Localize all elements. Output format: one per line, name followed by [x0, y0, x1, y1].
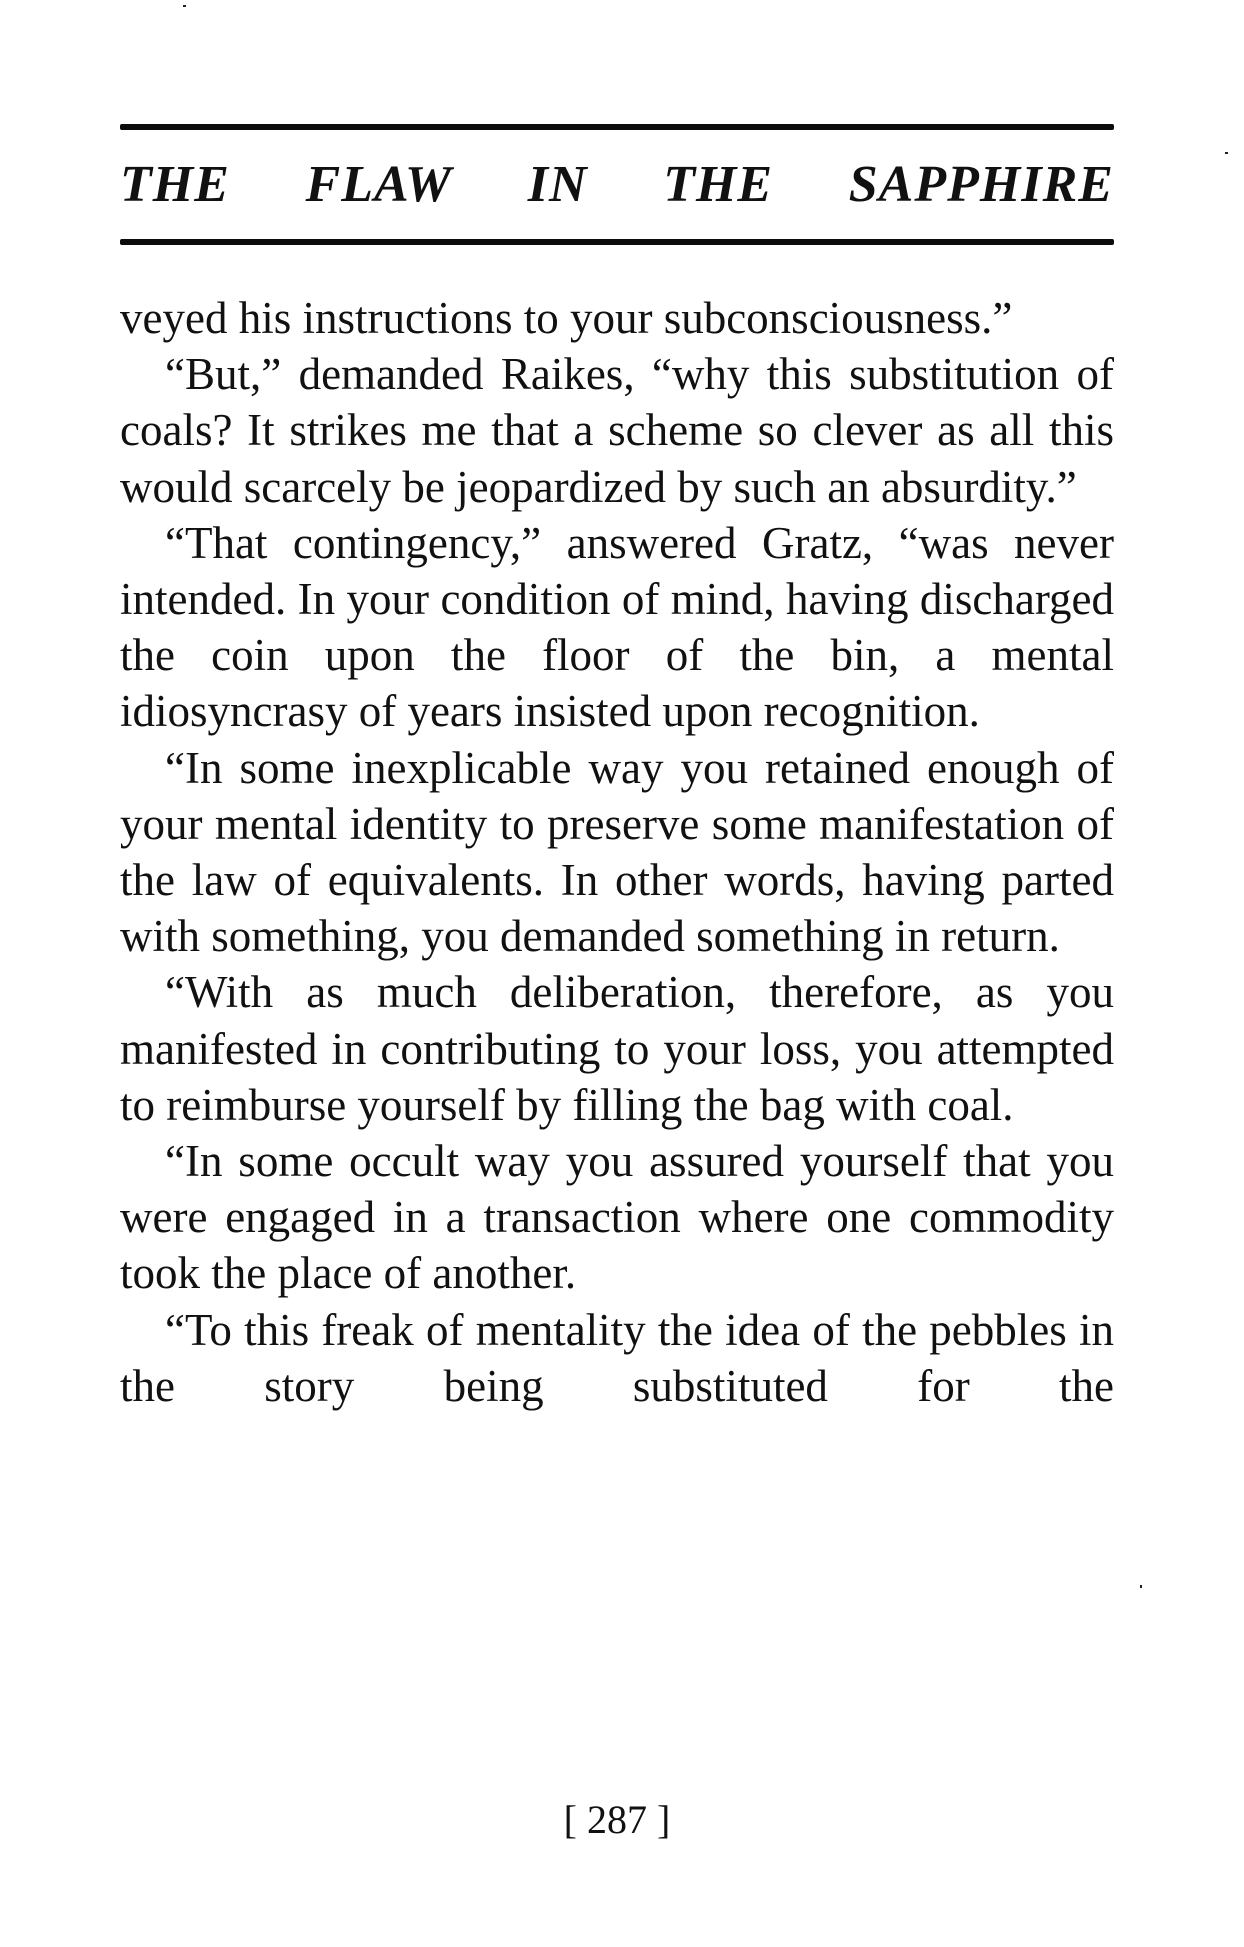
scan-speck	[1225, 152, 1228, 154]
paragraph: “In some occult way you assured yourself that you were engaged in a transaction where one commodity took the place of another.	[120, 1136, 1114, 1299]
running-head-word: THE	[120, 156, 230, 213]
scan-speck	[1140, 1585, 1142, 1588]
paragraph: “With as much deliberation, therefore, as you manifested in contributing to your loss, you attempted to reimburse yourself by filling the bag with coal.	[120, 967, 1114, 1130]
running-head-word: THE	[663, 156, 774, 213]
header-rule-bottom	[120, 239, 1114, 245]
paragraph-truncated: “To this freak of mentality the idea of the pebbles in the story being substituted for the	[120, 1304, 1114, 1411]
running-head-word: FLAW	[305, 156, 453, 213]
paragraph: “That contingency,” answered Gratz, “was never intended. In your condition of mind, having discharged the coin upon the floor of the bin, a mental idiosyncrasy of years insisted upon recognition.	[120, 517, 1114, 737]
book-page	[120, 0, 1114, 1947]
running-head-word: IN	[527, 156, 588, 213]
running-head-word: SAPPHIRE	[848, 156, 1114, 213]
paragraph: “But,” demanded Raikes, “why this substitution of coals? It strikes me that a scheme so clever as all this would scarcely be jeopardized by such an absurdity.”	[120, 349, 1114, 512]
page-number: [ 287 ]	[563, 1797, 671, 1842]
running-head	[120, 150, 1114, 220]
paragraph-continued: veyed his instructions to your subconsciousness.”	[120, 293, 1013, 343]
header-rule-top	[120, 124, 1114, 130]
body-text	[120, 290, 1114, 1414]
paragraph: “In some inexplicable way you retained enough of your mental identity to preserve some manifestation of the law of equivalents. In other words, having parted with something, you demanded something in return.	[120, 742, 1114, 962]
scan-speck	[183, 5, 186, 7]
